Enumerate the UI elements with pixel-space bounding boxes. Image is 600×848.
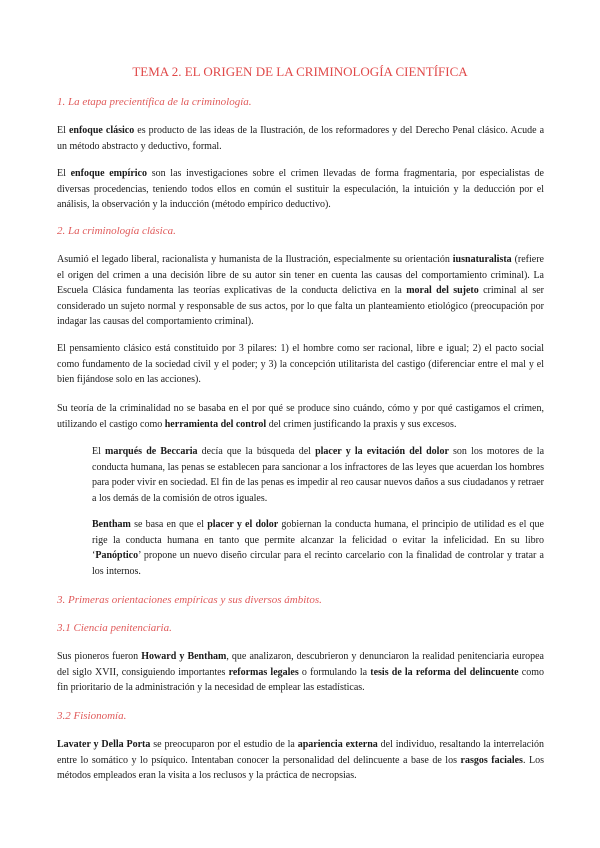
section-heading-1: 1. La etapa precientífica de la criminología. bbox=[57, 96, 252, 108]
section-heading-3: 3. Primeras orientaciones empíricas y sus diversos ámbitos. bbox=[57, 594, 322, 606]
paragraph-enfoque-empirico: El enfoque empírico son las investigaciones sobre el crimen llevadas de forma fragmentaria, por especialistas de diversas procedencias, teniendo todos ellos en común el sustituir la especulación, la intuición y la deducción por el análisis, la observación y la inducción (método empírico deductivo). bbox=[57, 168, 544, 211]
paragraph-beccaria: El marqués de Beccaria decía que la búsqueda del placer y la evitación del dolor son los motores de la conducta humana, las penas se establecen para sancionar a los infractores de las leyes que acuerdan los hombres para poder vivir en sociedad. El fin de las penas es impedir al reo causar nuevos daños a sus ciudadanos y retraer a los demás de la comisión de otros iguales. bbox=[92, 446, 545, 504]
paragraph-fisionomia: Lavater y Della Porta se preocuparon por el estudio de la apariencia externa del individuo, resaltando la interrelación entre lo somático y lo psíquico. Intentaban conocer la personalidad del delincuente a base de los rasgos faciales. Los métodos empleados eran la visita a los reclusos y la práctica de necropsias. bbox=[57, 739, 545, 782]
section-heading-2: 2. La criminología clásica. bbox=[57, 225, 176, 237]
paragraph-tres-pilares: El pensamiento clásico está constituido por 3 pilares: 1) el hombre como ser racional, libre e igual; 2) el pacto social como fundamento de la sociedad civil y el poder; y 3) la concepción utilitarista del castigo (diferenciar entre el mal y el bien fijándose solo en las acciones). bbox=[57, 343, 544, 386]
section-heading-3-1: 3.1 Ciencia penitenciaria. bbox=[57, 622, 172, 634]
document-title: TEMA 2. EL ORIGEN DE LA CRIMINOLOGÍA CIENTÍFICA bbox=[132, 64, 468, 79]
section-heading-3-2: 3.2 Fisionomía. bbox=[57, 710, 127, 722]
paragraph-bentham: Bentham se basa en que el placer y el dolor gobiernan la conducta humana, el principio de utilidad es el que rige la conducta humana en tanto que permite alcanzar la felicidad o evitar la infelicidad. En su libro ‘Panóptico’ propone un nuevo diseño circular para el recinto carcelario con la finalidad de controlar y tratar a los internos. bbox=[92, 519, 544, 577]
paragraph-enfoque-clasico: El enfoque clásico es producto de las ideas de la Ilustración, de los reformadores y del Derecho Penal clásico. Acude a un método abstracto y deductivo, formal. bbox=[57, 125, 545, 152]
paragraph-legado-liberal: Asumió el legado liberal, racionalista y humanista de la Ilustración, especialmente su orientación iusnaturalista (refiere el origen del crimen a una decisión libre de su autor sin tener en cuenta las causas del comportamiento criminal). La Escuela Clásica fundamenta las teorías explicativas de la conducta delictiva en la moral del sujeto criminal al ser considerado un sujeto normal y responsable de sus actos, por lo que falta un planteamiento etiológico (preocupación por indagar las causas del comportamiento criminal). bbox=[57, 254, 544, 328]
paragraph-teoria-criminalidad: Su teoría de la criminalidad no se basaba en el por qué se produce sino cuándo, cómo y por qué castigamos el crimen, utilizando el castigo como herramienta del control del crimen justificando la praxis y sus excesos. bbox=[57, 403, 544, 430]
paragraph-ciencia-penitenciaria: Sus pioneros fueron Howard y Bentham, que analizaron, descubrieron y denunciaron la realidad penitenciaria europea del siglo XVII, consiguiendo importantes reformas legales o formulando la tesis de la reforma del delincuente como fin prioritario de la administración y la necesidad de emplear las estadísticas. bbox=[57, 651, 544, 694]
